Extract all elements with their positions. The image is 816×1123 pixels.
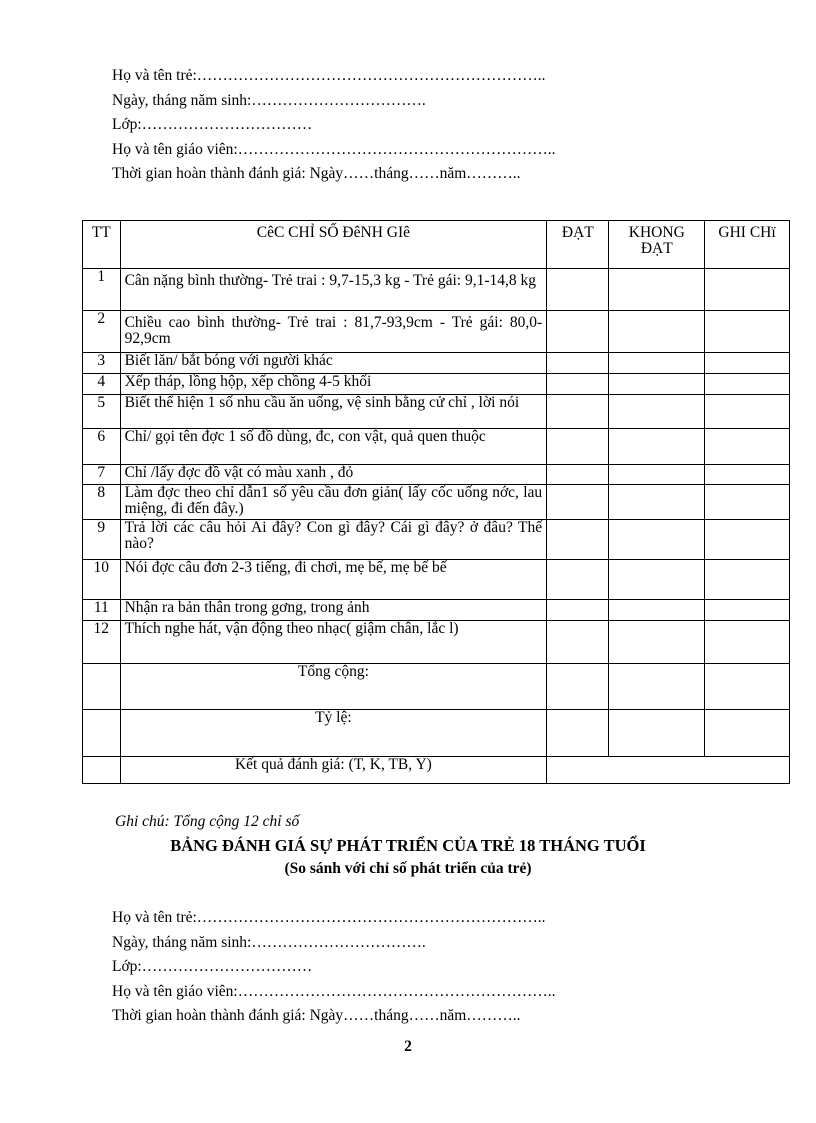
- teacher-name-line: Họ và tên giáo viên:……………………………………………………..: [112, 140, 556, 158]
- indicator-text: Cân nặng bình thường- Trẻ trai : 9,7-15,3 kg - Trẻ gái: 9,1-14,8 kg: [120, 269, 547, 311]
- table-row: [83, 621, 790, 664]
- notes-cell[interactable]: [705, 465, 790, 485]
- empty-cell: [83, 757, 121, 784]
- fail-cell[interactable]: [609, 311, 705, 353]
- indicator-text: Trả lời các câu hỏi Ai đây? Con gì đây? Cái gì đây? ở đâu? Thế nào?: [120, 520, 547, 560]
- result-label: Kết quả đánh giá: (T, K, TB, Y): [120, 757, 547, 784]
- row-number: 4: [83, 374, 121, 395]
- fail-cell[interactable]: [609, 664, 705, 710]
- table-row: [83, 353, 790, 374]
- indicator-text: Làm đợc theo chỉ dẫn1 số yêu cầu đơn giản( lấy cốc uống nớc, lau miệng, đi đến đây.): [120, 485, 547, 520]
- header-tt: TT: [83, 221, 121, 269]
- page-number: 2: [404, 1038, 412, 1055]
- child-info-header: [112, 64, 555, 187]
- header-pass: ĐẠT: [547, 221, 609, 269]
- table-note: Ghi chú: Tổng cộng 12 chỉ số: [115, 813, 300, 830]
- pass-cell[interactable]: [547, 465, 609, 485]
- pass-cell[interactable]: [547, 395, 609, 429]
- section-subtitle: (So sánh với chỉ số phát triển của trẻ): [284, 860, 532, 877]
- section-title: BẢNG ĐÁNH GIÁ SỰ PHÁT TRIỂN CỦA TRẺ 18 THÁNG TUỔI: [170, 836, 646, 855]
- pass-cell[interactable]: [547, 621, 609, 664]
- notes-cell[interactable]: [705, 353, 790, 374]
- indicator-text: Chỉ /lấy đợc đồ vật có màu xanh , đỏ: [120, 465, 547, 485]
- row-number: 6: [83, 429, 121, 465]
- completion-time-line: Thời gian hoàn thành đánh giá: Ngày……tháng……năm………..: [112, 1007, 521, 1024]
- pass-cell[interactable]: [547, 485, 609, 520]
- row-number: 12: [83, 621, 121, 664]
- pass-cell[interactable]: [547, 311, 609, 353]
- fail-cell[interactable]: [609, 560, 705, 600]
- header-indicators: CêC CHỈ SỐ ĐêNH GIê: [120, 221, 547, 269]
- indicator-text: Biết lăn/ bắt bóng với người khác: [120, 353, 547, 374]
- row-number: 8: [83, 485, 121, 520]
- indicator-text: Biết thể hiện 1 số nhu cầu ăn uống, vệ sinh bằng cử chỉ , lời nói: [120, 395, 547, 429]
- notes-cell[interactable]: [705, 311, 790, 353]
- notes-cell[interactable]: [705, 621, 790, 664]
- fail-cell[interactable]: [609, 269, 705, 311]
- notes-cell[interactable]: [705, 374, 790, 395]
- row-number: 7: [83, 465, 121, 485]
- row-number: 11: [83, 600, 121, 621]
- fail-cell[interactable]: [609, 429, 705, 465]
- indicator-text: Nói đợc câu đơn 2-3 tiếng, đi chơi, mẹ bế, mẹ bế bế: [120, 560, 547, 600]
- row-number: 10: [83, 560, 121, 600]
- child-name-line: Họ và tên trẻ:…………………………………………………………..: [112, 67, 546, 84]
- header-fail: KHONG ĐẠT: [609, 221, 705, 269]
- table-header-row: [83, 221, 790, 269]
- pass-cell[interactable]: [547, 374, 609, 395]
- indicator-text: Thích nghe hát, vận động theo nhạc( giậm chân, lắc l): [120, 621, 547, 664]
- table-row: [83, 395, 790, 429]
- pass-cell[interactable]: [547, 269, 609, 311]
- row-number: 1: [83, 269, 121, 311]
- row-number: 5: [83, 395, 121, 429]
- fail-cell[interactable]: [609, 520, 705, 560]
- teacher-name-line: Họ và tên giáo viên:……………………………………………………..: [112, 982, 556, 1000]
- notes-cell[interactable]: [705, 600, 790, 621]
- ratio-label: Tỷ lệ:: [120, 710, 547, 757]
- notes-cell[interactable]: [705, 710, 790, 757]
- birth-date-line: Ngày, tháng năm sinh:…………………………….: [112, 91, 426, 109]
- fail-cell[interactable]: [609, 353, 705, 374]
- table-row: [83, 465, 790, 485]
- table-row: [83, 520, 790, 560]
- table-row: [83, 429, 790, 465]
- table-row: [83, 485, 790, 520]
- fail-cell[interactable]: [609, 485, 705, 520]
- notes-cell[interactable]: [705, 269, 790, 311]
- table-row: [83, 600, 790, 621]
- pass-cell[interactable]: [547, 560, 609, 600]
- notes-cell[interactable]: [705, 520, 790, 560]
- birth-date-line: Ngày, tháng năm sinh:…………………………….: [112, 933, 426, 951]
- pass-cell[interactable]: [547, 600, 609, 621]
- notes-cell[interactable]: [705, 395, 790, 429]
- result-row: [83, 757, 790, 784]
- total-label: Tổng cộng:: [120, 664, 547, 710]
- completion-time-line: Thời gian hoàn thành đánh giá: Ngày……tháng……năm………..: [112, 165, 521, 182]
- row-number: 2: [83, 311, 121, 353]
- notes-cell[interactable]: [705, 664, 790, 710]
- pass-cell[interactable]: [547, 664, 609, 710]
- notes-cell[interactable]: [705, 485, 790, 520]
- pass-cell[interactable]: [547, 353, 609, 374]
- empty-cell: [83, 664, 121, 710]
- ratio-row: [83, 710, 790, 757]
- fail-cell[interactable]: [609, 621, 705, 664]
- table-row: [83, 560, 790, 600]
- fail-cell[interactable]: [609, 465, 705, 485]
- result-cell[interactable]: [547, 757, 790, 784]
- indicator-text: Chỉ/ gọi tên đợc 1 số đồ dùng, đc, con vật, quả quen thuộc: [120, 429, 547, 465]
- row-number: 3: [83, 353, 121, 374]
- child-info-footer: [112, 906, 555, 1029]
- indicator-text: Chiều cao bình thường- Trẻ trai : 81,7-93,9cm - Trẻ gái: 80,0-92,9cm: [120, 311, 547, 353]
- indicator-text: Nhận ra bản thân trong gơng, trong ảnh: [120, 600, 547, 621]
- evaluation-table: [82, 220, 790, 784]
- fail-cell[interactable]: [609, 600, 705, 621]
- child-name-line: Họ và tên trẻ:…………………………………………………………..: [112, 909, 546, 926]
- fail-cell[interactable]: [609, 395, 705, 429]
- pass-cell[interactable]: [547, 520, 609, 560]
- class-line: Lớp:……………………………: [112, 958, 313, 975]
- class-line: Lớp:……………………………: [112, 116, 313, 133]
- fail-cell[interactable]: [609, 374, 705, 395]
- empty-cell: [83, 710, 121, 757]
- notes-cell[interactable]: [705, 560, 790, 600]
- header-notes: GHI CHï: [705, 221, 790, 269]
- table-row: [83, 311, 790, 353]
- table-row: [83, 374, 790, 395]
- pass-cell[interactable]: [547, 429, 609, 465]
- total-row: [83, 664, 790, 710]
- notes-cell[interactable]: [705, 429, 790, 465]
- row-number: 9: [83, 520, 121, 560]
- indicator-text: Xếp tháp, lồng hộp, xếp chồng 4-5 khối: [120, 374, 547, 395]
- table-row: [83, 269, 790, 311]
- pass-cell[interactable]: [547, 710, 609, 757]
- fail-cell[interactable]: [609, 710, 705, 757]
